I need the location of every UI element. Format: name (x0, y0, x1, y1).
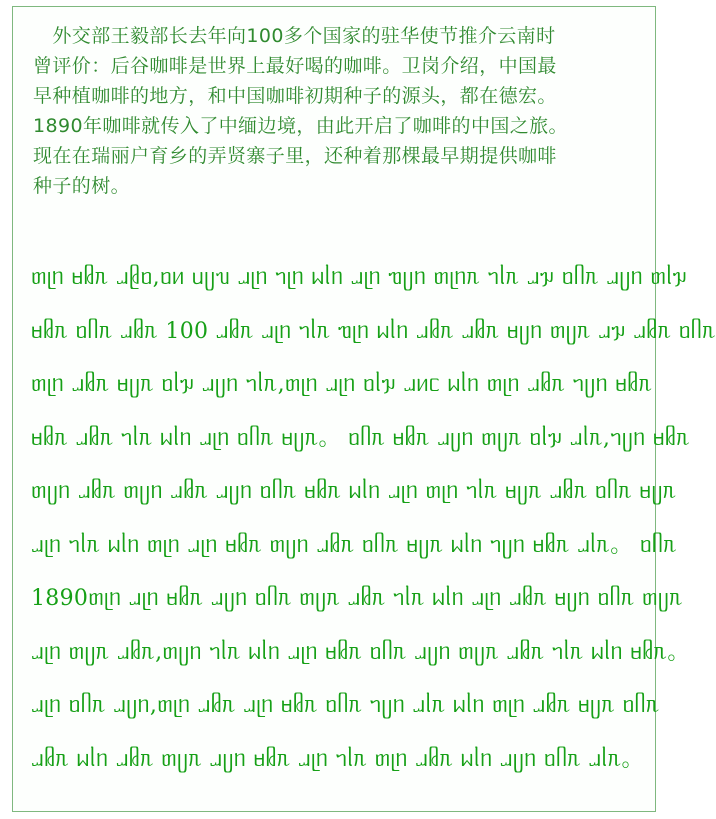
chinese-line: 现在在瑞丽户育乡的弄贤寨子里，还种着那棵最早期提供咖啡 (33, 145, 557, 167)
chinese-paragraph (33, 21, 645, 201)
dai-script-paragraph (31, 251, 716, 786)
dai-line: ᥘᥨᥒ ᥐᥣᥰ ᥕᥣᥒ ᥖᥨᥒ ᥘᥨᥒ ᥛᥤᥰ ᥖᥩᥒ ᥘᥤᥰ ᥝᥥᥰ ᥛᥩᥰ ᥕᥣᥒ ᥐᥩᥒ ᥛᥤᥰ ᥘᥣᥰ。 ᥝᥥᥰ (31, 532, 678, 558)
chinese-line: 曾评价：后谷咖啡是世界上最好喝的咖啡。卫岗介绍，中国最 (33, 55, 557, 77)
chinese-line: 早种植咖啡的地方，和中国咖啡初期种子的源头，都在德宏。 (33, 85, 557, 107)
dai-line: ᥘᥨᥒ ᥖᥩᥰ ᥘᥤᥰ,ᥖᥩᥒ ᥐᥣᥰ ᥕᥣᥒ ᥘᥨᥒ ᥛᥤᥰ ᥝᥥᥰ ᥘᥩᥒ ᥖᥩᥰ ᥘᥤᥰ ᥐᥣᥰ ᥕᥣᥒ ᥛᥤᥰ。 (31, 639, 690, 665)
dai-line: 1890ᥖᥨᥒ ᥘᥨᥒ ᥛᥤᥰ ᥘᥩᥒ ᥝᥥᥰ ᥖᥩᥰ ᥘᥤᥰ ᥐᥣᥰ ᥕᥣᥒ ᥘᥨᥒ ᥘᥤᥰ ᥛᥩᥒ ᥝᥥᥰ ᥖᥩᥰ (31, 586, 683, 611)
dai-line: ᥛᥤᥰ ᥘᥤᥰ ᥐᥣᥰ ᥕᥣᥒ ᥘᥨᥒ ᥝᥥᥰ ᥛᥩᥰ。 ᥝᥥᥰ ᥛᥤᥰ ᥘᥩᥒ ᥖᥩᥰ ᥝᥣᥭ ᥘᥣᥰ,ᥐᥩᥒ ᥛᥤᥰ (31, 425, 691, 451)
chinese-line: 1890年咖啡就传入了中缅边境，由此开启了咖啡的中国之旅。 (33, 115, 568, 137)
dai-line: ᥛᥤᥰ ᥝᥥᥰ ᥘᥤᥰ 100 ᥘᥤᥰ ᥘᥨᥒ ᥐᥣᥰ ᥓᥨᥒ ᥕᥣᥒ ᥘᥤᥰ ᥘᥤᥰ ᥛᥩᥒ ᥖᥩᥰ ᥘᥭ ᥘᥤᥰ ᥝᥥᥰ (31, 318, 716, 344)
chinese-line: 种子的树。 (33, 175, 131, 197)
dai-line: ᥘᥤᥰ ᥕᥣᥒ ᥘᥤᥰ ᥖᥩᥰ ᥘᥩᥒ ᥛᥤᥰ ᥘᥨᥒ ᥐᥣᥰ ᥖᥨᥒ ᥘᥤᥰ ᥕᥣᥒ ᥘᥩᥒ ᥝᥥᥰ ᥘᥣᥰ。 (31, 746, 644, 772)
article-frame (12, 6, 716, 812)
dai-line: ᥖᥨᥒ ᥘᥤᥰ ᥛᥩᥰ ᥝᥣᥭ ᥘᥩᥒ ᥐᥣᥰ,ᥖᥨᥒ ᥘᥨᥒ ᥝᥣᥭ ᥘᥢᥴ ᥕᥣᥒ ᥖᥨᥒ ᥘᥤᥰ ᥐᥩᥒ ᥛᥤᥰ (31, 372, 653, 397)
dai-line: ᥖᥩᥒ ᥘᥤᥰ ᥖᥩᥒ ᥘᥤᥰ ᥘᥩᥒ ᥝᥥᥰ ᥛᥤᥰ ᥕᥣᥒ ᥘᥨᥒ ᥖᥨᥒ ᥐᥣᥰ ᥛᥩᥰ ᥘᥤᥰ ᥝᥥᥰ ᥛᥩᥰ (31, 479, 677, 504)
dai-line: ᥘᥨᥒ ᥝᥥᥰ ᥘᥩᥒ,ᥖᥨᥒ ᥘᥤᥰ ᥘᥨᥒ ᥛᥤᥰ ᥝᥥᥰ ᥐᥩᥒ ᥘᥣᥰ ᥕᥣᥒ ᥖᥨᥒ ᥘᥤᥰ ᥛᥩᥰ ᥝᥥᥰ (31, 693, 660, 718)
chinese-line: 外交部王毅部长去年向100多个国家的驻华使节推介云南时 (33, 25, 556, 47)
dai-line: ᥖᥨᥒ ᥛᥤᥰ ᥘᥪᥝ,ᥝᥢ ᥙᥩᥔ ᥘᥨᥒ ᥐᥨᥒ ᥕᥣᥒ ᥘᥨᥒ ᥓᥩᥒ ᥖᥨᥒᥰ ᥐᥣᥰ ᥘᥭ ᥝᥥᥰ ᥘᥩᥒ ᥖᥣᥭ (31, 265, 688, 290)
